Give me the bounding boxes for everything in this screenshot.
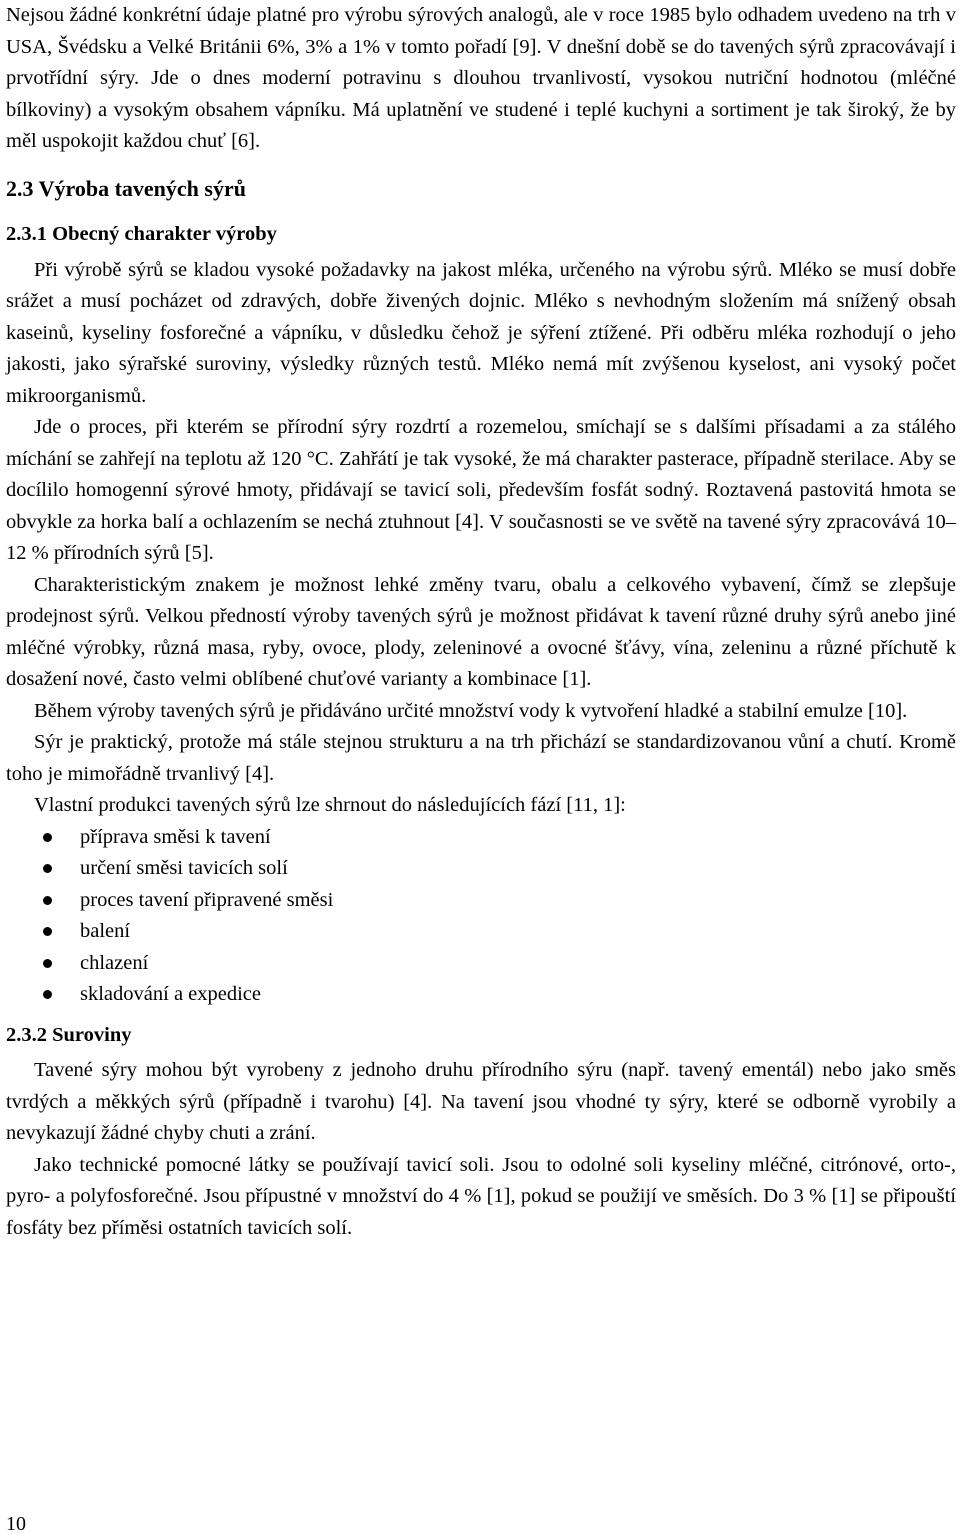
paragraph-practical: Sýr je praktický, protože má stále stejnou strukturu a na trh přichází se standardizovanou vůní a chutí. Kromě toho je mimořádně trvanlivý [4]. (6, 731, 956, 785)
paragraph-process: Jde o proces, při kterém se přírodní sýry rozdrtí a rozemelou, smíchají se s dalšími přísadami a za stálého míchání se zahřejí na teplotu až 120 °C. Zahřátí je tak vysoké, že má charakter pasterace, případně sterilace. Aby se docílilo homogenní sýrové hmoty, přidávají se tavicí soli, především fosfát sodný. Roztavená pastovitá hmota se obvykle za horka balí a ochlazením se nechá ztuhnout [4]. V současnosti se ve světě na tavené sýry zpracovává 10–12 % přírodních sýrů [5]. (6, 416, 956, 564)
list-item: proces tavení připravené směsi (6, 885, 956, 917)
phases-list (6, 822, 956, 1011)
bullet-icon (43, 990, 52, 999)
paragraph-milk-quality: Při výrobě sýrů se kladou vysoké požadavky na jakost mléka, určeného na výrobu sýrů. Mléko se musí dobře srážet a musí pocházet od zdravých, dobře živených dojnic. Mléko s nevhodným složením má snížený obsah kaseinů, kyseliny fosforečné a vápníku, v důsledku čehož je sýření ztížené. Při odběru mléka rozhodují o jeho jakosti, jako sýrařské suroviny, výsledky různých testů. Mléko nemá mít zvýšenou kyselost, ani vysoký počet mikroorganismů. (6, 258, 956, 407)
list-item: chlazení (6, 948, 956, 980)
paragraph-characteristics: Charakteristickým znakem je možnost lehké změny tvaru, obalu a celkového vybavení, čímž se zlepšuje prodejnost sýrů. Velkou předností výroby tavených sýrů je možnost přidávat k tavení různé druhy sýrů anebo jiné mléčné výrobky, různá masa, ryby, ovoce, plody, zeleninové a ovocné šťávy, vína, zeleninu a různé příchutě k dosažení nové, často velmi oblíbené chuťové varianty a kombinace [1]. (6, 573, 956, 690)
page-number: 10 (6, 1513, 26, 1535)
list-item: určení směsi tavicích solí (6, 853, 956, 885)
paragraph-raw-materials: Tavené sýry mohou být vyrobeny z jednoho druhu přírodního sýru (např. tavený ementál) nebo jako směs tvrdých a měkkých sýrů (případně i tvarohu) [4]. Na tavení jsou vhodné ty sýry, které se odborně vyrobily a nevykazují žádné chyby chuti a zrání. (6, 1059, 956, 1144)
paragraph-phases-intro: Vlastní produkci tavených sýrů lze shrnout do následujících fází [11, 1]: (34, 794, 626, 816)
paragraph-melting-salts: Jako technické pomocné látky se používají tavicí soli. Jsou to odolné soli kyseliny mléčné, citrónové, orto-, pyro- a polyfosforečné. Jsou přípustné v množství do 4 % [1], pokud se použijí ve směsích. Do 3 % [1] se připouští fosfáty bez příměsi ostatních tavicích solí. (6, 1153, 956, 1239)
list-item: příprava směsi k tavení (6, 822, 956, 854)
bullet-icon (43, 896, 52, 905)
intro-paragraph: Nejsou žádné konkrétní údaje platné pro výrobu sýrových analogů, ale v roce 1985 bylo odhadem uvedeno na trh v USA, Švédsku a Velké Británii 6%, 3% a 1% v tomto pořadí [9]. V dnešní době se do tavených sýrů zpracovávají i prvotřídní sýry. Jde o dnes moderní potravinu s dlouhou trvanlivostí, vysokou nutriční hodnotou (mléčné bílkoviny) a vysokým obsahem vápníku. Má uplatnění ve studené i teplé kuchyni a sortiment je tak široký, že by měl uspokojit každou chuť [6]. (6, 4, 956, 152)
section-heading-2-3-1: 2.3.1 Obecný charakter výroby (6, 223, 277, 245)
section-heading-2-3: 2.3 Výroba tavených sýrů (6, 175, 246, 201)
section-heading-2-3-2: 2.3.2 Suroviny (6, 1023, 132, 1046)
list-item: skladování a expedice (6, 979, 956, 1011)
list-item: balení (6, 916, 956, 948)
paragraph-water: Během výroby tavených sýrů je přidáváno určité množství vody k vytvoření hladké a stabilní emulze [10]. (34, 699, 908, 722)
bullet-icon (43, 864, 52, 873)
document-page (6, 0, 956, 1244)
bullet-icon (43, 959, 52, 968)
bullet-icon (43, 833, 52, 842)
bullet-icon (43, 927, 52, 936)
